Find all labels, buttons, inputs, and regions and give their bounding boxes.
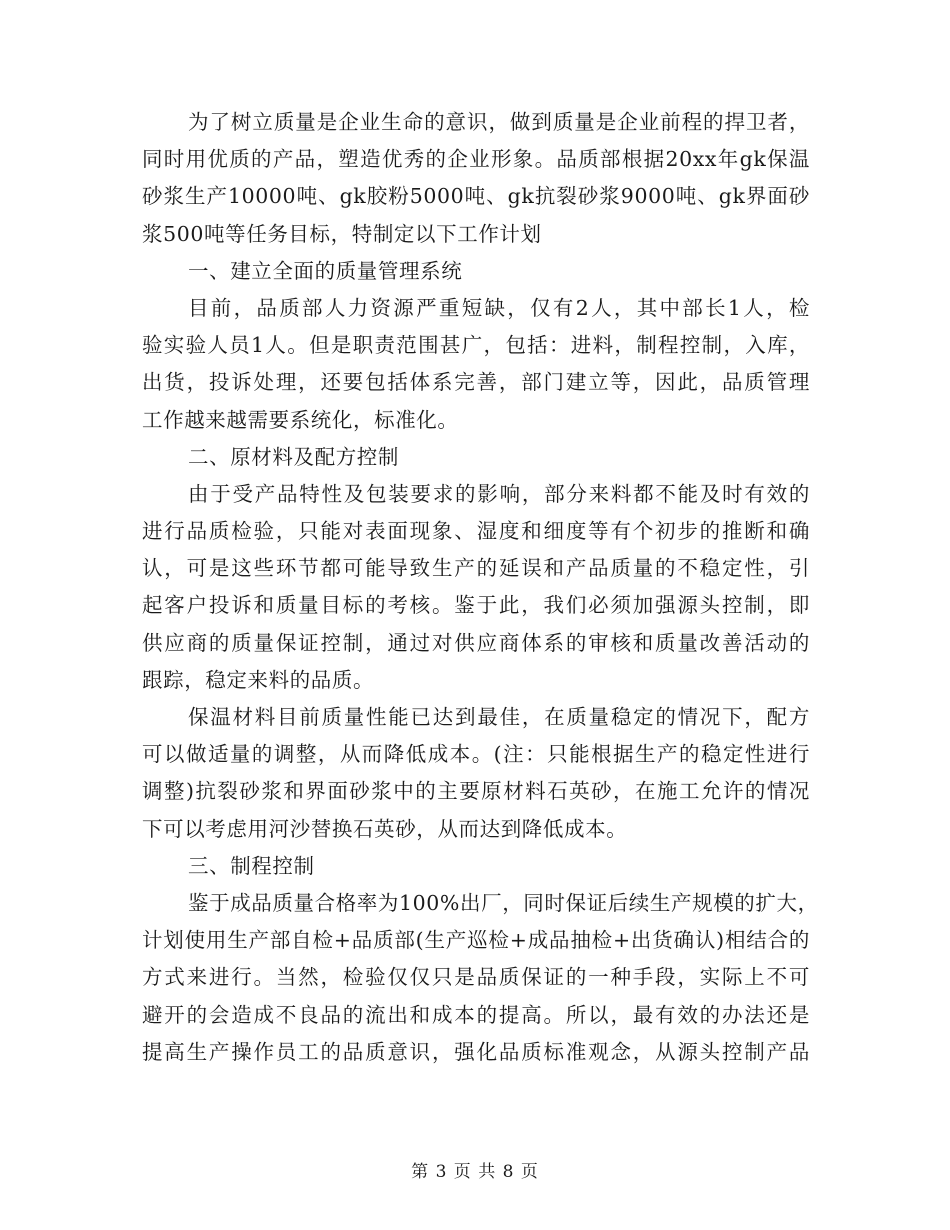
- page-number-footer: 第 3 页 共 8 页: [411, 1162, 539, 1182]
- paragraph-section-2b: [142, 699, 810, 848]
- text-line: 保温材料目前质量性能已达到最佳，在质量稳定的情况下，配方: [188, 705, 810, 729]
- section-heading-1: 一、建立全面的质量管理系统: [188, 258, 463, 283]
- text-line: 验实验人员1人。但是职责范围甚广，包括：进料，制程控制，入库，: [142, 333, 810, 358]
- text-line: 起客户投诉和质量目标的考核。鉴于此，我们必须加强源头控制，即: [142, 593, 810, 618]
- text-line: 浆500吨等任务目标，特制定以下工作计划: [142, 221, 542, 246]
- text-line: 供应商的质量保证控制，通过对供应商体系的审核和质量改善活动的: [142, 630, 810, 655]
- document-body: [142, 104, 819, 1071]
- text-line: 出货，投诉处理，还要包括体系完善，部门建立等，因此，品质管理: [142, 370, 810, 395]
- text-line: 由于受产品特性及包装要求的影响，部分来料都不能及时有效的: [188, 481, 810, 506]
- paragraph-section-3: [142, 885, 819, 1071]
- text-line: 提高生产操作员工的品质意识，强化品质标准观念，从源头控制产品: [142, 1039, 810, 1064]
- text-line: 同时用优质的产品，塑造优秀的企业形象。品质部根据20xx年gk保温: [142, 147, 810, 172]
- text-line: 计划使用生产部自检+品质部(生产巡检+成品抽检+出货确认)相结合的: [142, 928, 810, 953]
- text-line: 认，可是这些环节都可能导致生产的延误和产品质量的不稳定性，引: [142, 556, 810, 581]
- text-line: 跟踪，稳定来料的品质。: [142, 667, 375, 692]
- paragraph-intro: [142, 104, 810, 253]
- paragraph-section-1: [142, 290, 810, 439]
- text-line: 调整)抗裂砂浆和界面砂浆中的主要原材料石英砂，在施工允许的情况: [142, 779, 810, 804]
- text-line: 鉴于成品质量合格率为100%出厂，同时保证后续生产规模的扩大，: [188, 890, 819, 915]
- paragraph-section-2a: [142, 476, 810, 699]
- text-line: 为了树立质量是企业生命的意识，做到质量是企业前程的捍卫者，: [188, 110, 810, 134]
- text-line: 下可以考虑用河沙替换石英砂，从而达到降低成本。: [142, 816, 628, 841]
- text-line: 目前，品质部人力资源严重短缺，仅有2人，其中部长1人，检: [188, 295, 810, 320]
- text-line: 方式来进行。当然，检验仅仅只是品质保证的一种手段，实际上不可: [142, 965, 810, 990]
- text-line: 工作越来越需要系统化，标准化。: [142, 407, 459, 432]
- text-line: 砂浆生产10000吨、gk胶粉5000吨、gk抗裂砂浆9000吨、gk界面砂: [142, 184, 810, 209]
- text-line: 进行品质检验，只能对表面现象、湿度和细度等有个初步的推断和确: [142, 519, 810, 544]
- text-line: 避开的会造成不良品的流出和成本的提高。所以，最有效的办法还是: [142, 1002, 810, 1027]
- section-heading-2: 二、原材料及配方控制: [188, 444, 399, 469]
- section-heading-3: 三、制程控制: [188, 853, 315, 878]
- text-line: 可以做适量的调整，从而降低成本。(注：只能根据生产的稳定性进行: [142, 742, 810, 767]
